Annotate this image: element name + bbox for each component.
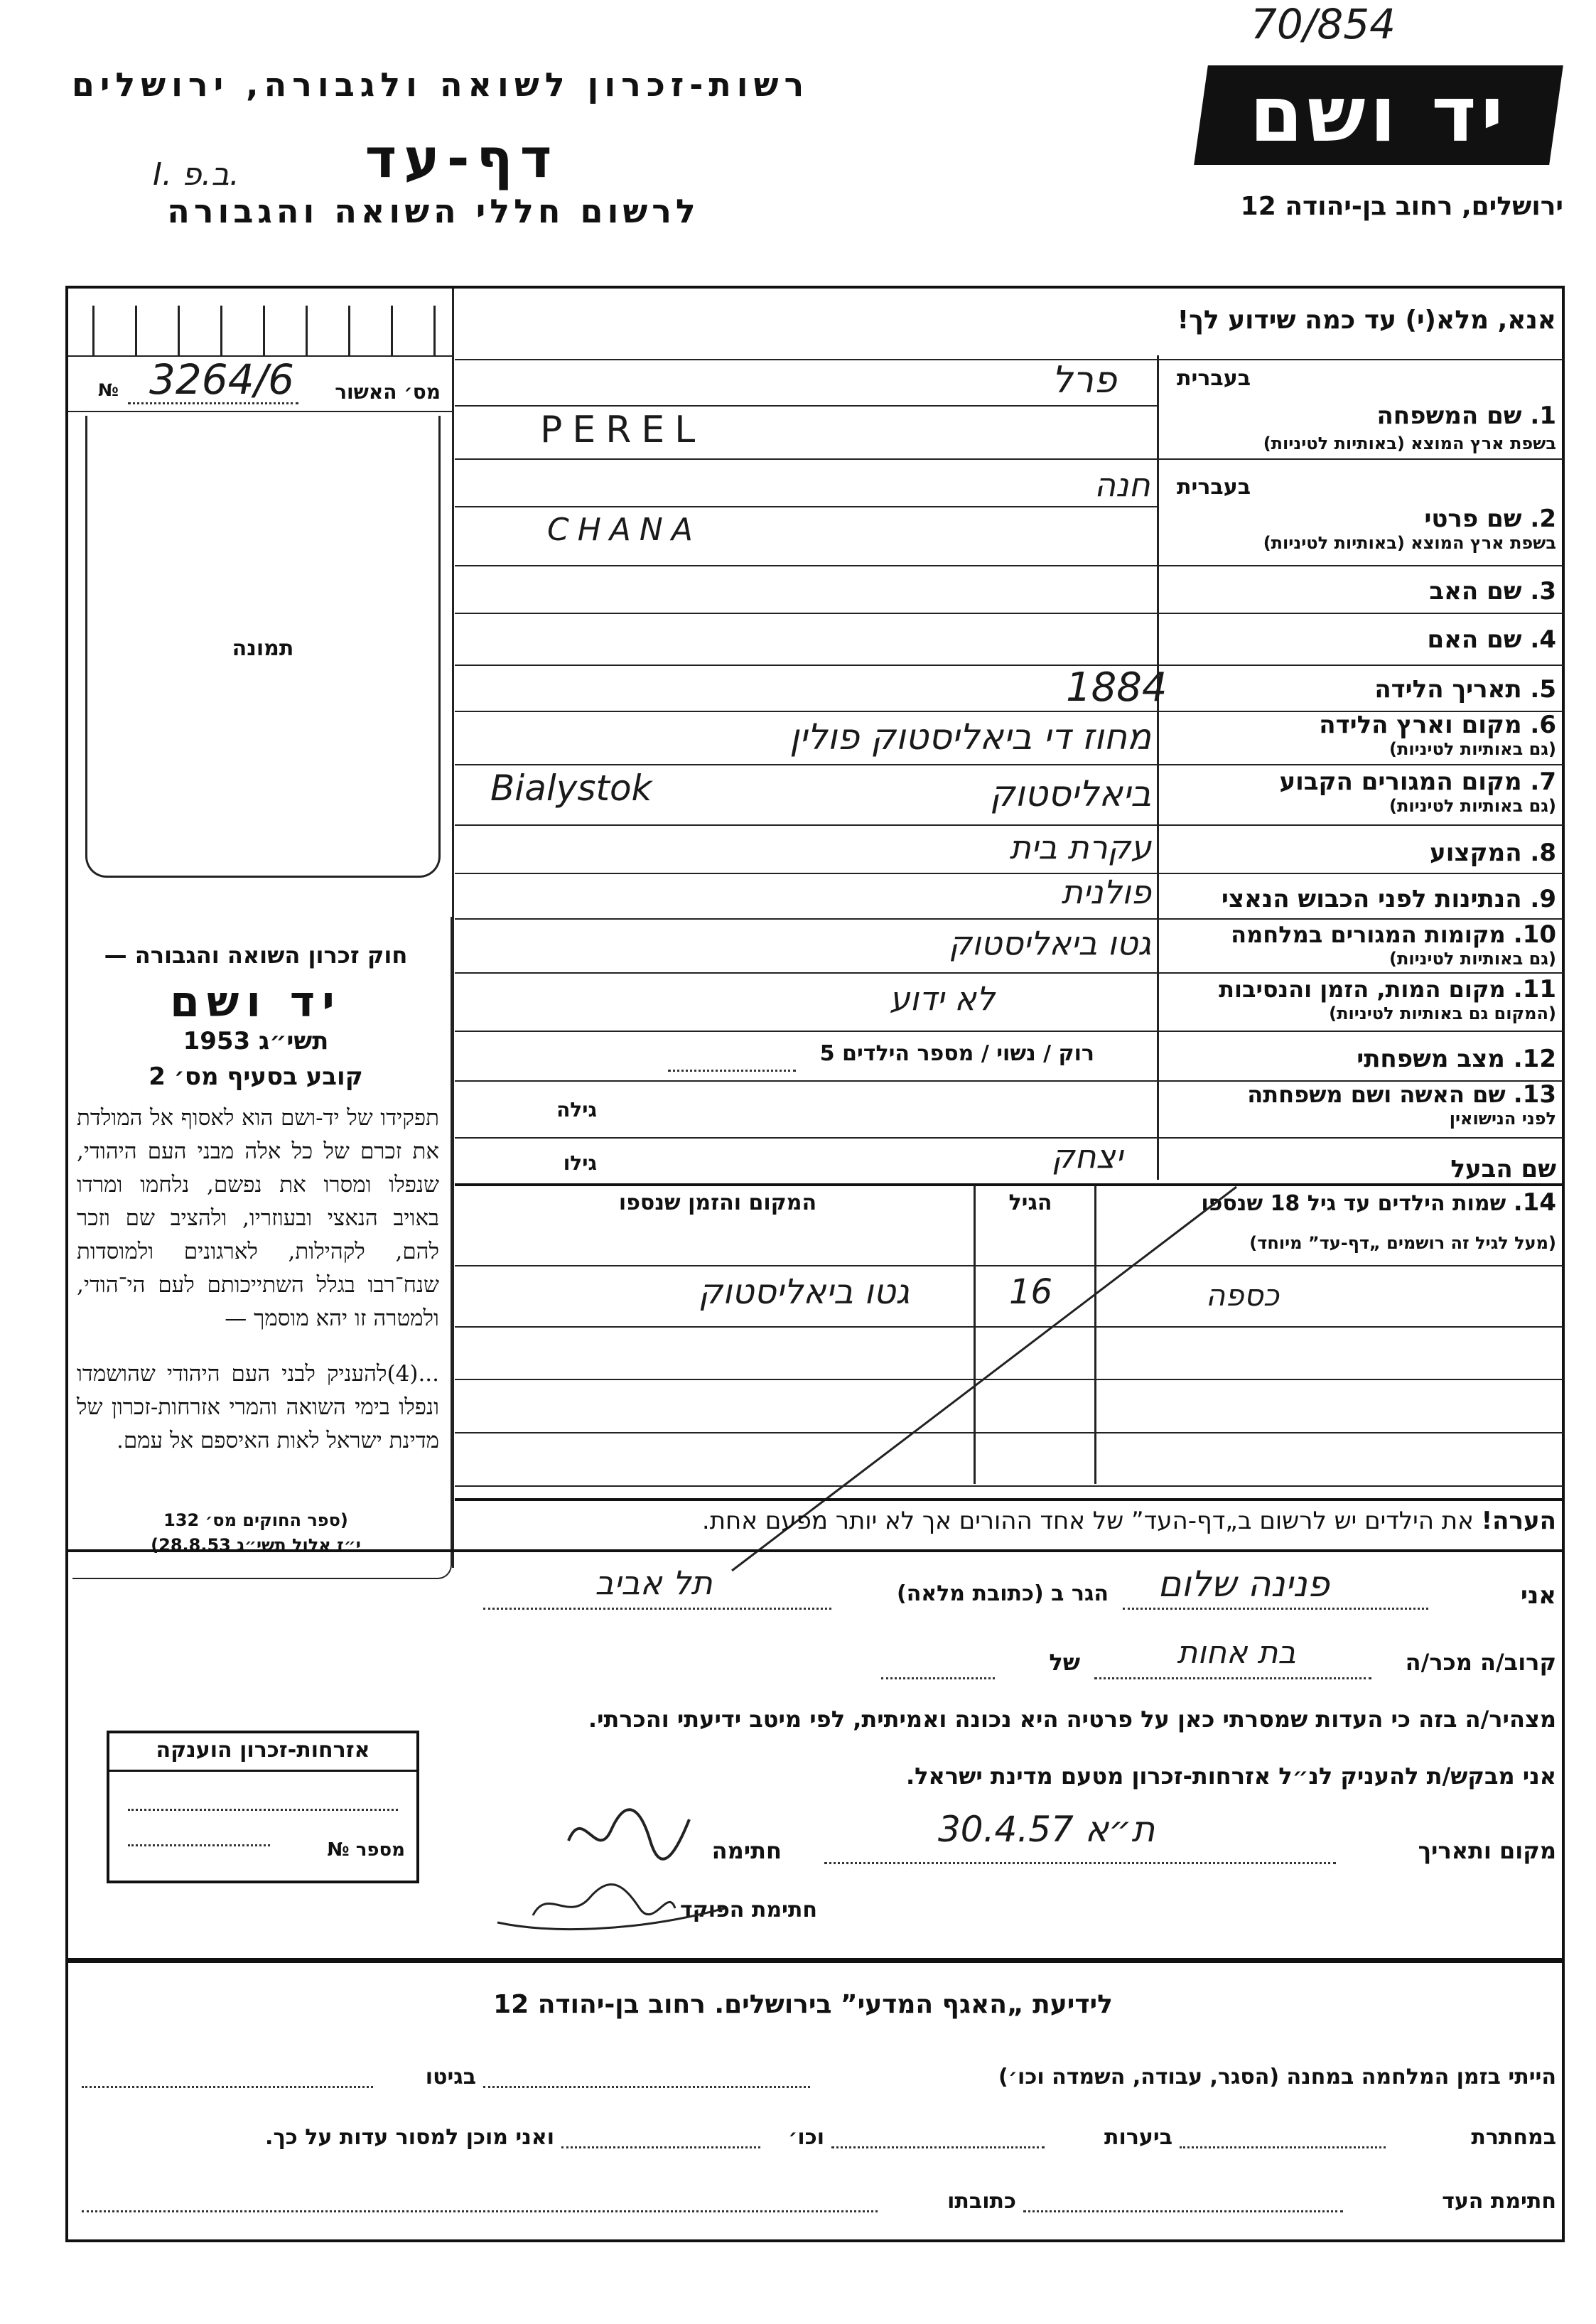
footer-witness-signature: חתימת העד: [1442, 2189, 1556, 2214]
residence-sublabel: (גם באותיות לטיניות): [1389, 796, 1556, 816]
footer-line-1: הייתי בזמן המלחמה במחנה (הסגר, עבודה, השמדה וכו׳): [998, 2065, 1556, 2089]
birth-date-label: 5. תאריך הלידה: [1374, 675, 1556, 704]
firstname-hebrew-value[interactable]: חנה: [1094, 466, 1150, 504]
footer-line-1-end: בגיטו: [425, 2065, 476, 2089]
sheet-subtitle: לרשום חללי השואה והגבורה: [167, 192, 700, 230]
surname-latin-value[interactable]: PEREL: [540, 409, 706, 451]
occupation-label: 8. המקצוע: [1430, 839, 1556, 867]
note-text: הערה! את הילדים יש לרשום ב„דף-העד” של אחד ההורים אך לא יותר מפעם אחת.: [701, 1507, 1556, 1535]
footer-title: לידיעת „האגף המדעי” בירושלים. רחוב בן-יהודה 12: [493, 1990, 1113, 2019]
footer-etc: וכו׳: [788, 2125, 824, 2150]
place-date-value[interactable]: 30.4.57 ת״א: [938, 1809, 1155, 1850]
death-place-value[interactable]: לא ידוע: [889, 979, 995, 1018]
birth-place-label: 6. מקום וארץ הלידה: [1319, 711, 1556, 739]
birth-date-value[interactable]: 1884: [1066, 665, 1168, 711]
address: ירושלים, רחוב בן-יהודה 12: [1240, 192, 1563, 221]
wife-name-label: 13. שם האשה ושם משפחתה: [1247, 1080, 1556, 1109]
officer-signature-label: חתימת הפוקד: [680, 1898, 817, 1922]
occupation-value[interactable]: עקרת בית: [1009, 828, 1151, 866]
relative-label: קרוב/ה מכר/ה: [1405, 1649, 1556, 1676]
yad-vashem-logo: [1194, 65, 1563, 165]
surname-sublabel: בשפת ארץ המוצא (באותיות לטיניות): [1263, 434, 1556, 453]
child-age-value[interactable]: 16: [1009, 1272, 1053, 1312]
declarant-name-value[interactable]: פנינה שלום: [1158, 1564, 1330, 1605]
approval-no-symbol: №: [98, 380, 119, 400]
photo-label: תמונה: [232, 636, 294, 661]
citizenship-box-title: אזרחות-זכרון הוענקה: [156, 1738, 370, 1763]
footer-witness-address: כתובתו: [947, 2189, 1016, 2214]
citizenship-value[interactable]: פולנית: [1061, 873, 1151, 911]
marital-status-value[interactable]: רוק / נשוי / מספר הילדים 5: [819, 1041, 1094, 1066]
firstname-latin-value[interactable]: CHANA: [547, 512, 701, 548]
father-name-label: 3. שם האב: [1429, 577, 1556, 606]
husband-value[interactable]: יצחק: [1051, 1137, 1123, 1176]
in-hebrew-label-1: בעברית: [1177, 366, 1251, 391]
wife-name-sublabel: לפני הנישואין: [1449, 1109, 1556, 1129]
surname-hebrew-value[interactable]: פרל: [1052, 359, 1117, 402]
declarant-address-label: הגר ב (כתובת מלאה): [896, 1581, 1109, 1606]
signature-label: חתימה: [711, 1837, 782, 1864]
husband-age-label: גילו: [563, 1151, 597, 1175]
marital-status-label: 12. מצב משפחתי: [1357, 1045, 1556, 1073]
declarant-address-value[interactable]: תל אביב: [595, 1564, 713, 1602]
children-label: 14. שמות הילדים עד גיל 18 שנספו: [1201, 1188, 1556, 1217]
birth-place-sublabel: (גם באותיות לטיניות): [1389, 739, 1556, 759]
residence-hebrew-value[interactable]: ביאליסטוק: [989, 773, 1151, 814]
footer-forests: ביערות: [1104, 2125, 1172, 2150]
death-place-label: 11. מקום המות, הזמן והנסיבות: [1219, 975, 1556, 1004]
footer-underground: במחתרת: [1471, 2125, 1556, 2150]
surname-label: 1. שם המשפחה: [1376, 402, 1556, 430]
declarant-i-label: אני: [1520, 1581, 1556, 1610]
logo-text: יד ושם: [1249, 70, 1508, 159]
officer-signature[interactable]: [490, 1866, 739, 1937]
children-place-header: המקום והזמן שנספו: [618, 1190, 817, 1215]
relative-value[interactable]: בת אחות: [1177, 1635, 1296, 1671]
citizenship-number-label: מספר №: [327, 1839, 405, 1861]
children-age-header: הגיל: [1008, 1190, 1052, 1215]
tick-marks: [92, 306, 441, 355]
law-name: יד ושם: [170, 977, 342, 1027]
label-column-divider: [1157, 355, 1159, 1180]
birth-place-value[interactable]: מחוז די ביאליסטוק פולין: [789, 716, 1151, 758]
wife-age-label: גילה: [556, 1098, 597, 1121]
law-year: תשי״ג 1953: [183, 1027, 329, 1055]
authority-name: רשות-זכרון לשואה ולגבורה, ירושלים: [71, 65, 810, 104]
citizenship-label: 9. הנתינות לפני הכבוש הנאצי: [1221, 885, 1556, 913]
firstname-label: 2. שם פרטי: [1424, 505, 1556, 533]
place-date-label: מקום ותאריך: [1418, 1837, 1556, 1864]
left-column-divider: [452, 289, 454, 1568]
mother-name-label: 4. שם האם: [1427, 625, 1556, 654]
law-reference-1: (ספר החוקים מס׳ 132: [163, 1510, 348, 1530]
reference-number: 70/854: [1251, 0, 1396, 48]
marginal-note: I. ב.פ.: [153, 156, 239, 193]
declaration-text: מצהיר/ה בזה כי העדות שמסרתי כאן על פרטיה היא נכונה ואמיתית, לפי מיטב ידיעתי והכרתי.: [588, 1706, 1556, 1733]
husband-label: שם הבעל: [1450, 1155, 1556, 1183]
approval-number-label: מס׳ האשור: [335, 380, 441, 404]
sheet-title: דף-עד: [365, 127, 559, 190]
in-hebrew-label-2: בעברית: [1177, 475, 1251, 500]
law-clause: קובע בסעיף מס׳ 2: [149, 1063, 363, 1091]
children-sublabel: (מעל לגיל זה רושמים „דף-עד” מיוחד): [1249, 1233, 1556, 1253]
law-body-clause-4: ...(4)להעניק לבני העם היהודי שהושמדו ונפלו בימי השואה והמרי אזרחות-זכרון של מדינת ישראל לאות האיספם אל עמם.: [77, 1361, 439, 1453]
firstname-sublabel: בשפת ארץ המוצא (באותיות לטיניות): [1263, 533, 1556, 553]
footer-line-2-end: ואני מוכן למסור עדות על כך.: [265, 2125, 554, 2150]
law-box-frame: [72, 917, 452, 1579]
law-body: תפקידו של יד-ושם הוא לאסוף אל המולדת את זכרם של כל אלה מבני העם היהודי, שנפלו ומסרו את נפשם, נלחמו ומרדו באויב הנאצי ובעוזריו, ולהציב שם וזכר להם, לקהילות, לארגונים ולמוסדות שנח־רבו בגלל השתייכותם לעם הי־הודי, ולמטרה זו יהא מוסמך —: [77, 1105, 439, 1331]
wartime-residence-label: 10. מקומות המגורים במלחמה: [1231, 920, 1556, 949]
residence-latin-value[interactable]: Bialystok: [490, 768, 652, 809]
child-place-value[interactable]: גטו ביאליסטוק: [698, 1272, 910, 1312]
declarant-signature[interactable]: [554, 1791, 696, 1869]
wartime-residence-value[interactable]: גטו ביאליסטוק: [949, 924, 1151, 962]
approval-number-value[interactable]: 3264/6: [149, 355, 295, 404]
death-place-sublabel: (המקום גם באותיות לטיניות): [1329, 1004, 1556, 1023]
child-name-value[interactable]: כספה: [1205, 1278, 1279, 1313]
wartime-residence-sublabel: (גם באותיות לטיניות): [1389, 949, 1556, 969]
law-reference-2: י״ז אלול תשי״ג 28.8.53): [151, 1535, 361, 1555]
request-text: אני מבקש/ת להעניק לנ״ל אזרחות-זכרון מטעם מדינת ישראל.: [906, 1763, 1556, 1790]
residence-label: 7. מקום המגורים הקבוע: [1279, 768, 1556, 796]
law-title: חוק זכרון השואה והגבורה —: [104, 942, 408, 969]
of-label: של: [1049, 1649, 1080, 1676]
fill-instruction: אנא, מלא(י) עד כמה שידוע לך!: [1177, 306, 1556, 335]
